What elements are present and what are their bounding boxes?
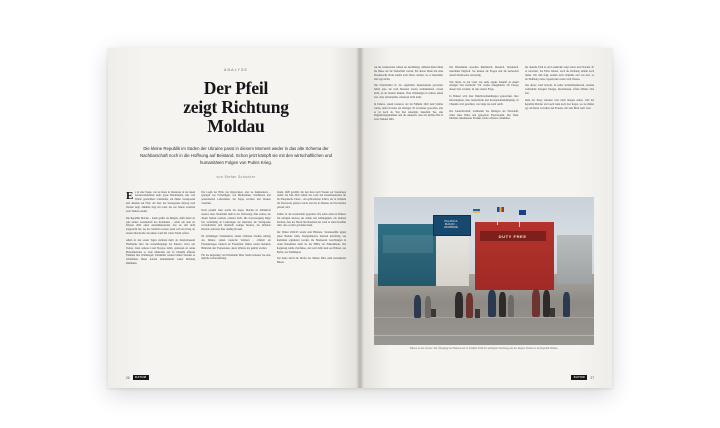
- magazine-spread: [108, 48, 612, 388]
- headline-line-2: zeigt Richtung: [183, 96, 289, 117]
- article-headline: [132, 79, 340, 136]
- border-sign-line-2: MAIAKI -: [444, 222, 457, 226]
- photo-caption: Warten an der Grenze: Der Übergang bei Palanca war im Frühjahr 2022 der wichtigste Fluchtweg aus der Region Odessa in die Republik Moldau.: [409, 348, 559, 350]
- border-sign-line-3: UDOBNOE: [443, 225, 459, 229]
- photo-border-sign-text: [433, 215, 468, 234]
- border-crossing-photo: [374, 197, 594, 345]
- photo-flag-moldova: [497, 207, 504, 212]
- paragraph: Die Landwirtschaft, traditionell das Rückgrat der Wirtschaft, leidet unter Dürre und gesperrten Exportrouten. Der Wein, Moldaus bekanntestes Produkt, findet schwerer Abnehmer.: [449, 109, 519, 121]
- photo-block: [374, 197, 594, 351]
- paragraph: Denn der Krieg nebenan wird nicht morgen enden. Und die Republik Moldau wird auch dann noch dort liegen, wo sie immer lag: am Rand, zwischen den Fronten, mit dem Blick nach vorn.: [524, 99, 594, 110]
- paragraph: Was dieses Land braucht, ist keine Solidaritätsrhetorik, sondern verlässliche Zusagen: Energie, Investitionen, offene Märkte. Und Zeit.: [524, 84, 594, 96]
- paragraph: Sandu, 2020 gewählt, hat den Kurs nach Westen zur Staatsräson erklärt. Im Juni 2022 erhielt das Land den Kandidatenstatus für die Europäische Union – ein symbolischer Schritt, der in Chișinău mit Feuerwerk gefeiert wurde und der in Moskau als Provokation gelesen wird.: [276, 190, 346, 209]
- photo-flag-eu: [519, 210, 526, 215]
- photo-person: [425, 296, 432, 318]
- paragraph: Wer heute durch die Dörfer des Südens fährt, sieht leerstehende Häuser.: [276, 257, 346, 265]
- photo-road-marking: [374, 335, 594, 337]
- publication-badge: DATUM: [133, 375, 149, 380]
- body-column-5: [449, 66, 518, 188]
- paragraph: Die Unsicherheit ist der eigentliche Dauerzustand geworden. Selbst jene, die nach Monaten wieder zurückkehrten, wissen nicht, ob sie bleiben können. Viele Wohnungen in Odessa stehen leer, viele Arbeitsplätze existieren nicht mehr.: [374, 84, 444, 100]
- paragraph: In Brüssel wird über Beitrittsverhandlungen gesprochen, über Reformpakete, über Justizreform und Korruptionsbekämpfung. In Chișinău wird gerechnet, wie lange das Geld reicht.: [449, 95, 519, 106]
- photo-blue-container-building: [378, 224, 438, 286]
- headline-line-3: Moldau: [207, 115, 265, 136]
- folio-right: [571, 375, 594, 380]
- page-number: 27: [590, 375, 594, 380]
- photo-person: [414, 295, 421, 319]
- article-kicker: ANALYSE: [223, 68, 248, 72]
- body-column-3: [277, 191, 346, 387]
- publication-badge: DATUM: [571, 375, 587, 380]
- photo-person: [532, 289, 540, 317]
- body-column-2: [201, 191, 270, 387]
- photo-person: [563, 292, 570, 317]
- photo-person: [499, 292, 506, 317]
- photo-person: [455, 292, 462, 319]
- paragraph: An die Grenzstation wirken sie unschlüssig, während hinter ihnen die Busse auf die Weiterfahrt warten. Ein älterer Mann mit einer Plastiktasche blickt zurück nach Osten, dorthin, wo er herkommt, und sagt nichts.: [374, 66, 444, 81]
- article-standfirst: Die kleine Republik im Süden der Ukraine passt in diesem Moment weder in das alte Schema der Nachbarschaft noch in die Hoffnung auf Beistand. Schon jetzt kämpft sie mit den wirtschaftlichen und humanitären Folgen von Putins Krieg.: [140, 145, 332, 165]
- paragraph: Was bleibt, ist ein Land, das seine eigene Zukunft an einem einzigen Satz festmacht: Wir wollen dazugehören. Ob Europa diesen Satz erwidert, ist eine andere Frage.: [449, 80, 519, 92]
- body-column-6: [525, 66, 594, 188]
- photo-person: [508, 295, 514, 317]
- page-number: 26: [126, 375, 130, 380]
- photo-road-marking: [374, 317, 594, 318]
- paragraph: Die Logik der Hilfe war improvisiert, aber sie funktionierte – getragen von Freiwilligen, von Bäckerinnen, Taxifahrern und pensionierten Lehrerinnen, die Suppe kochten und Decken verteilten.: [201, 190, 271, 206]
- paragraph: Die Republik Moldau – kaum größer als Belgien, dafür ärmer als jede andere Gesellschaft des Kontinents – erlebt seit dem 24. Februar 2022 einen Ausnahmezustand, den sie sich nicht ausgesucht hat. An der östlichen Grenze spielt sich ein Krieg ab, dessen Druckwelle das kleine Land mit voller Wucht erfasst.: [126, 216, 196, 236]
- right-page: [360, 48, 612, 388]
- photo-person: [488, 290, 495, 317]
- folio-left: [126, 375, 149, 380]
- photo-person: [466, 293, 473, 318]
- photo-white-container-building: [436, 230, 469, 286]
- body-column-4: [374, 66, 443, 188]
- photo-luggage: [431, 309, 436, 316]
- paragraph: Der Winter 2022/23 wurde zum Härtetest. Stromausfälle legten ganze Bezirke lahm, Energieimporte mussten kurzfristig aus Rumänien organisiert werden, die Heizkosten verschlangen in vielen Haushalten mehr als die Hälfte des Einkommens. Die Regierung zahlte Zuschüsse, das Geld dafür kam aus Brüssel, aus Berlin, aus Washington.: [276, 231, 346, 254]
- paragraph: Der aktuelle Pfeil an der Landstraße zeigt weiter nach Norden. Er ist verwittert, die Farbe blättert, doch die Richtung stimmt noch immer. Wer ihm folgt, kommt nach Chișinău, und von dort, so die Hoffnung vieler, irgendwann weiter nach Westen.: [524, 66, 594, 81]
- paragraph: Seither ist die Gesellschaft gespalten: Die einen sehen in Brüssel den einzigen Ausweg aus Armut und Abhängigkeit, die anderen fürchten, dass der Bruch mit Russland das Land in einen Konflikt zieht, den es nicht gewinnen kann.: [276, 212, 346, 228]
- paragraph: Doch parallel dazu wuchs die Angst. Moldau ist militärisch neutral, diese Neutralität steht in der Verfassung. Eine Armee, die diesen Namen verdient, existiert nicht. Die Gasversorgung hängt fast vollständig an Lieferungen aus Russland, die Strompreise vervielfachten sich innerhalb weniger Monate, die Inflation kletterte zeitweise über dreißig Prozent.: [201, 208, 271, 232]
- headline-line-1: Der Pfeil: [203, 78, 269, 98]
- photo-flag-ukraine: [473, 209, 480, 214]
- right-body-columns: [374, 66, 594, 188]
- photo-duty-free-sign-text: DUTY FREE: [498, 233, 527, 239]
- paragraph: Die Helferinnen sprechen Rumänisch, Russisch, Ukrainisch, manchmal Englisch. Sie kennen die Fragen und die Antworten darauf mittlerweile auswendig.: [449, 66, 519, 77]
- paragraph: Allein in den ersten Tagen strömten mehr als hunderttausend Flüchtende über die Grenzübergänge bei Palanca, Otaci und Tudora. Kein anderes Land Europas nahm, gemessen an seiner Einwohnerzahl, so viele Menschen auf. In Chișinău öffneten Familien ihre Wohnungen, Turnhallen wurden binnen Stunden zu Schlafsälen, Busse karrten Ankommende weiter Richtung Rumänien.: [126, 238, 196, 266]
- paragraph: Für die Regierung von Präsidentin Maia Sandu bedeutet das eine tägliche Gratwanderung.: [201, 253, 271, 261]
- body-column-1: [126, 191, 195, 387]
- article-byline: von Stefan Schocher: [216, 174, 256, 179]
- left-page: [108, 48, 360, 388]
- left-body-columns: [126, 191, 346, 387]
- paragraph: Im abtrünnigen Transnistrien, einem schmalen Streifen entlang des Dnister, stehen russische Soldaten – offiziell als Friedenstruppe, faktisch als Faustpfand. Immer wieder meldeten Behörden dort Explosionen, deren Urheber nie geklärt wurden.: [201, 235, 271, 250]
- paragraph: In Palanca, jenem Grenzort, der im Frühjahr 2022 zum Symbol wurde, steht bis heute ein Zeltlager. Es ist kleiner geworden, aber es ist noch da. Wer hier ankommt, bekommt Tee, eine Registrierungsnummer und die Auskunft, dass der nächste Bus in zwei Stunden fährt.: [374, 102, 444, 122]
- photo-luggage: [475, 309, 480, 317]
- border-sign-line-1: PALANCA: [444, 219, 458, 223]
- photo-luggage: [550, 308, 555, 317]
- paragraph: Es ist eine Szene, wie sie heute in Osteuropa in der neuen Lebenswirklichkeit steht: graue Betonbauten, eine vom Winter gezeichnete Landstraße, ein müder Grenzposten und daneben ein Pfeil, der über die Staatsgrenze hinweg nach Norden zeigt. Dahinter liegt ein Land, das seit Jahren zwischen zwei Welten pendelt.: [126, 190, 196, 213]
- photo-right-structure: [557, 235, 592, 284]
